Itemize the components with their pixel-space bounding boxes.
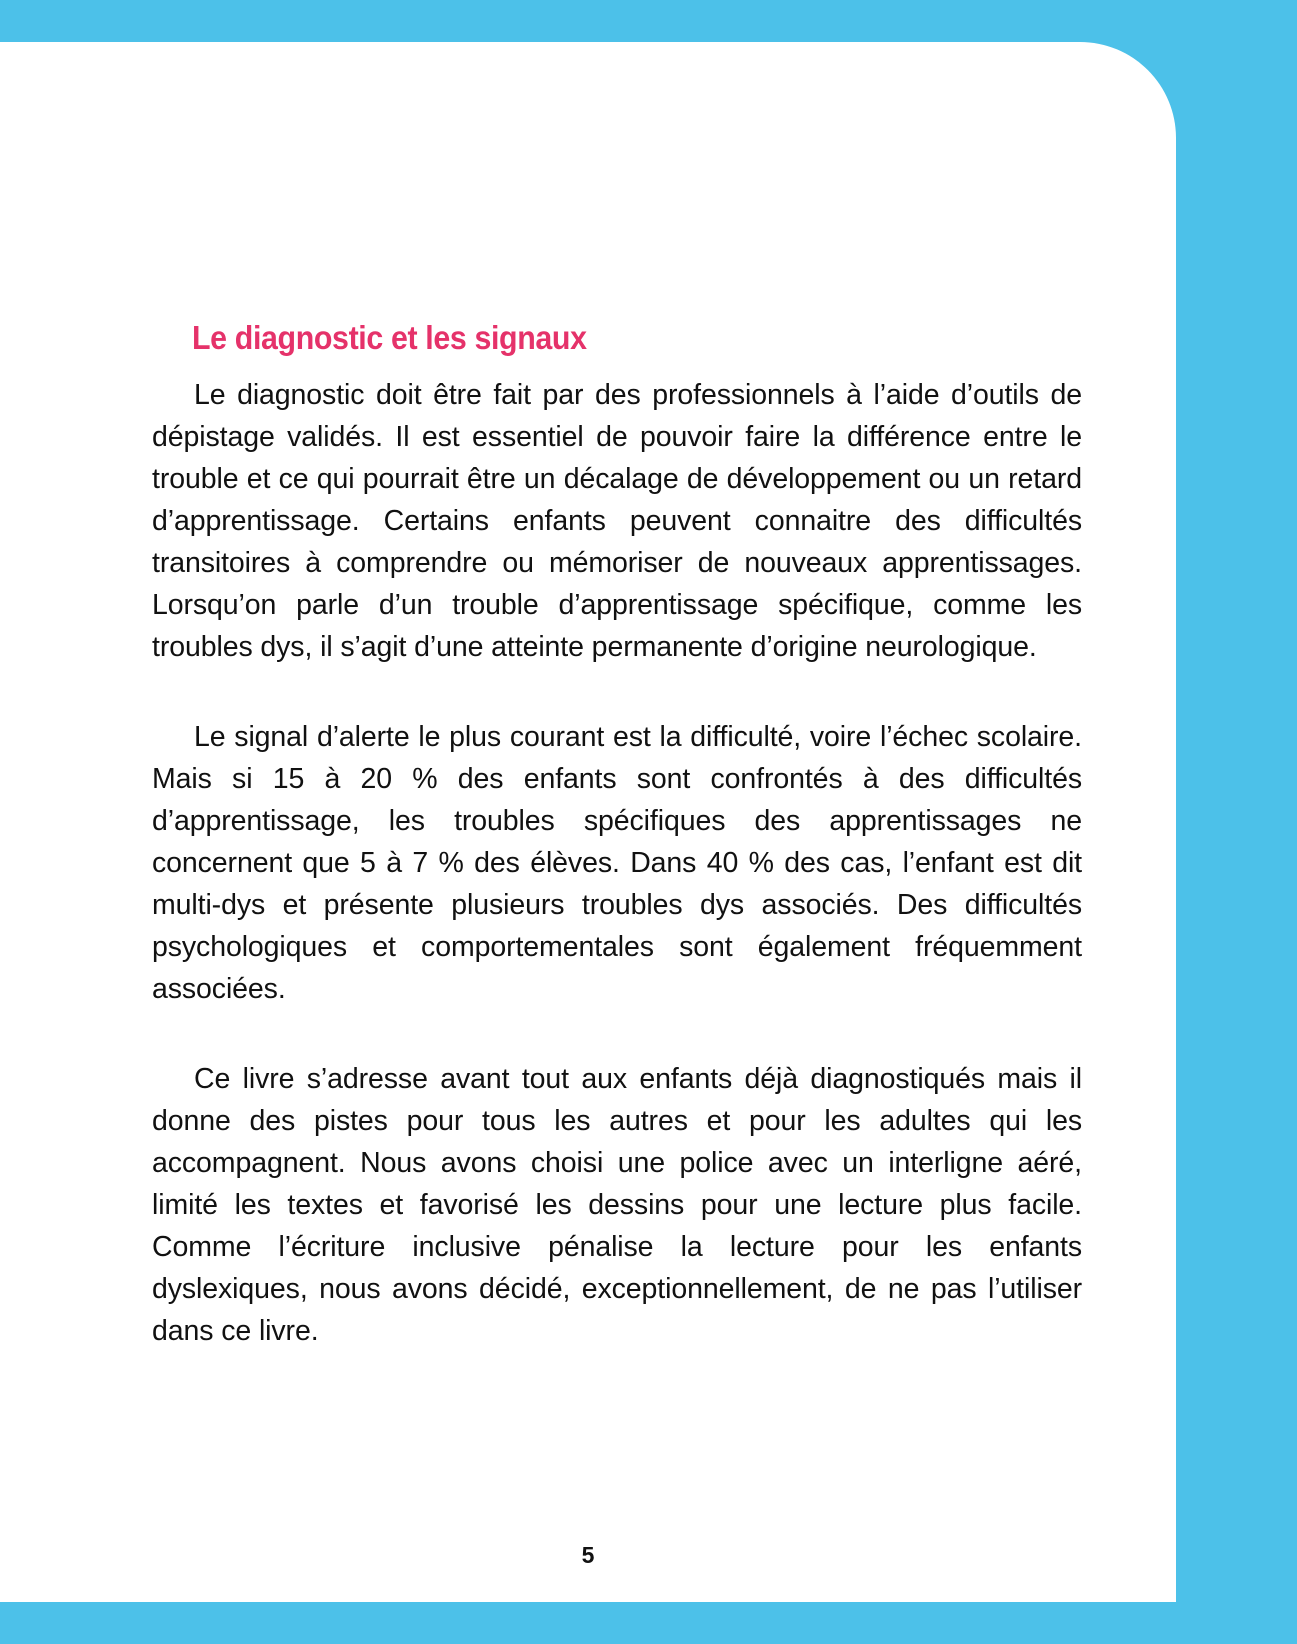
body-paragraph-3: Ce livre s’adresse avant tout aux enfants déjà diagnostiqués mais il donne des pistes pour tous les autres et pour les adultes qui les accompagnent. Nous avons choisi une police avec un interligne aéré, limité les textes et favorisé les dessins pour une lecture plus facile. Comme l’écriture inclusive pénalise la lecture pour les enfants dyslexiques, nous avons décidé, exceptionnellement, de ne pas l’utiliser dans ce livre.: [152, 1063, 1082, 1348]
body-paragraph-1: Le diagnostic doit être fait par des professionnels à l’aide d’outils de dépistage validés. Il est essentiel de pouvoir faire la différence entre le trouble et ce qui pourrait être un décalage de développement ou un retard d’apprentissage. Certains enfants peuvent connaitre des difficultés transitoires à comprendre ou mémoriser de nouveaux apprentissages. Lorsqu’on parle d’un trouble d’apprentissage spécifique, comme les troubles dys, il s’agit d’une atteinte permanente d’origine neurologique.: [152, 379, 1082, 664]
body-paragraph-2: Le signal d’alerte le plus courant est la difficulté, voire l’échec scolaire. Mais si 15 à 20 % des enfants sont confrontés à des difficultés d’apprentissage, les troubles spécifiques des apprentissages ne concernent que 5 à 7 % des élèves. Dans 40 % des cas, l’enfant est dit multi-dys et présente plusieurs troubles dys associés. Des difficultés psychologiques et comportementales sont également fréquemment associées.: [152, 721, 1082, 1006]
page-number: 5: [581, 1542, 595, 1568]
text-column: [152, 320, 1082, 1352]
section-heading: Le diagnostic et les signaux: [192, 319, 587, 356]
page-sheet: [0, 42, 1176, 1602]
